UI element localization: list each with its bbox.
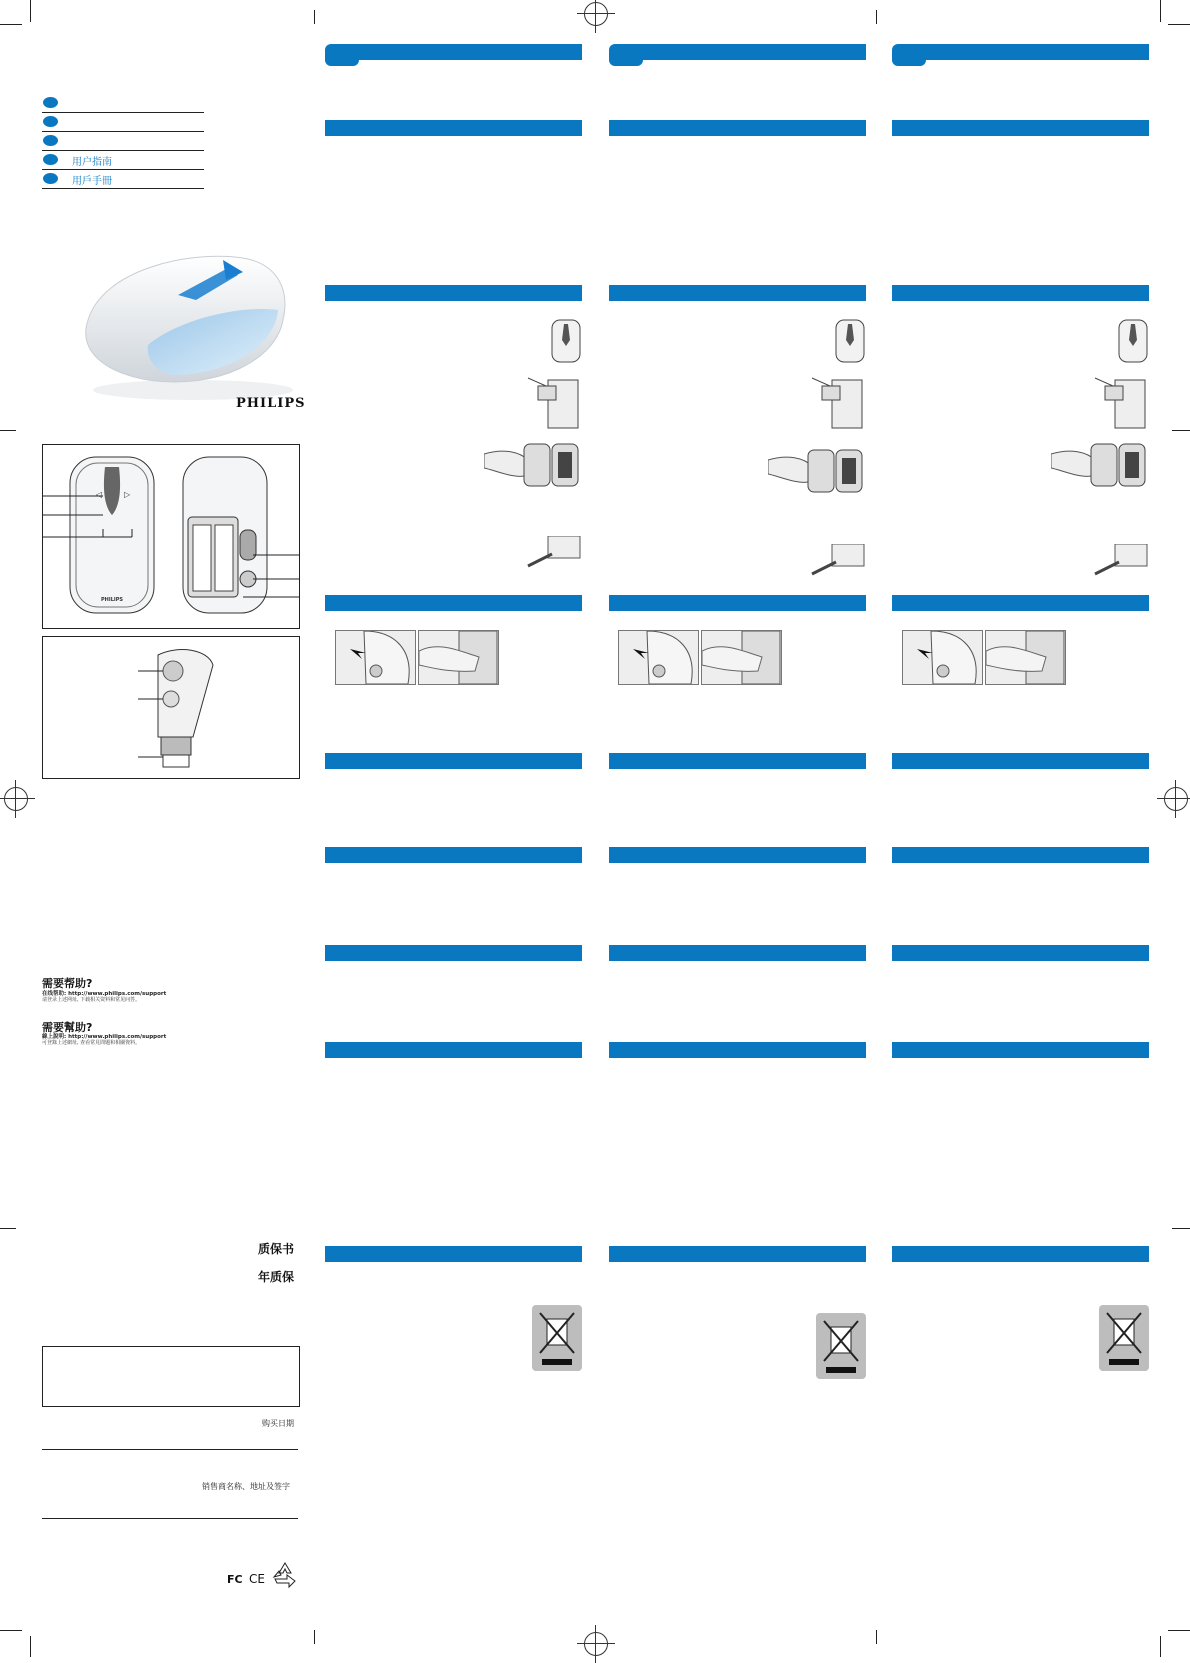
mouse-parts-diagram xyxy=(42,444,300,629)
registration-mark xyxy=(4,787,28,811)
column-2-battery-step-illustration xyxy=(834,318,866,364)
column-1-battery-step-illustration xyxy=(550,318,582,364)
fold-mark xyxy=(0,430,16,431)
mouse-diagram-brand: PHILIPS xyxy=(101,597,124,603)
help-line1-simplified: 在线帮助: http://www.philips.com/support xyxy=(42,991,167,997)
language-item[interactable] xyxy=(42,131,204,151)
column-3-header-bar xyxy=(921,44,1149,60)
column-2-trash-bin-icon xyxy=(816,1313,866,1379)
fold-mark xyxy=(314,10,315,24)
product-mouse-image xyxy=(78,250,298,405)
purchase-date-label: 购买日期 xyxy=(262,1419,294,1428)
registration-mark xyxy=(584,2,608,26)
column-1-section-bar xyxy=(325,753,582,769)
column-3-section-bar xyxy=(892,945,1149,961)
help-line1-traditional: 線上說明: http://www.philips.com/support xyxy=(42,1034,167,1040)
column-2-insert-battery-illustration xyxy=(768,446,866,498)
connect-button-icon xyxy=(163,691,179,707)
column-1-computer-step-illustration xyxy=(524,374,582,430)
column-2-section-bar xyxy=(609,847,866,863)
column-1-section-bar xyxy=(325,595,582,611)
column-2-connect-step-image-2 xyxy=(701,630,782,685)
column-3-battery-step-illustration xyxy=(1117,318,1149,364)
crop-mark xyxy=(1168,24,1190,25)
language-item[interactable] xyxy=(42,93,204,113)
dealer-label: 销售商名称、地址及签字 xyxy=(202,1482,290,1491)
crop-mark xyxy=(0,24,22,25)
arrow-icon xyxy=(917,649,933,659)
column-2-section-bar xyxy=(609,1246,866,1262)
purchase-date-line xyxy=(42,1449,298,1450)
column-2-section-bar xyxy=(609,1042,866,1058)
column-3-section-bar xyxy=(892,753,1149,769)
column-1-section-bar xyxy=(325,1042,582,1058)
receiver-diagram xyxy=(42,636,300,779)
column-3-usb-step-illustration xyxy=(1091,544,1149,580)
registration-mark xyxy=(584,1632,608,1656)
help-title-simplified: 需要帮助? xyxy=(42,977,93,990)
registration-mark xyxy=(1164,787,1188,811)
fold-mark xyxy=(314,1630,315,1644)
language-item[interactable] xyxy=(42,150,204,170)
column-2-header-bar xyxy=(638,44,866,60)
svg-text:◁: ◁ xyxy=(96,490,103,499)
column-3-insert-battery-illustration xyxy=(1051,440,1149,492)
recycle-icon xyxy=(271,1561,299,1589)
column-1-section-bar xyxy=(325,847,582,863)
fold-mark xyxy=(1172,1228,1190,1229)
language-dot-icon xyxy=(43,116,58,127)
column-2-computer-step-illustration xyxy=(808,374,866,430)
column-3-trash-bin-icon xyxy=(1099,1305,1149,1371)
column-1-section-bar xyxy=(325,945,582,961)
crop-mark xyxy=(0,1630,22,1631)
mouse-diagram-drawing xyxy=(43,445,299,628)
column-2-section-bar xyxy=(609,285,866,301)
warranty-years-title: 年质保 xyxy=(258,1270,295,1284)
language-dot-icon xyxy=(43,135,58,146)
language-item[interactable] xyxy=(42,169,204,189)
column-1-connect-step-image-1 xyxy=(335,630,416,685)
column-1-connect-step-image-2 xyxy=(418,630,499,685)
signal-icon xyxy=(163,661,183,681)
column-2-connect-step-image-1 xyxy=(618,630,699,685)
column-3-connect-step-image-1 xyxy=(902,630,983,685)
warranty-title: 质保书 xyxy=(258,1242,295,1256)
arrow-icon xyxy=(350,649,366,659)
column-3-section-bar xyxy=(892,120,1149,136)
column-1-insert-battery-illustration xyxy=(484,440,582,492)
ce-mark: CE xyxy=(249,1572,265,1586)
column-3-section-bar xyxy=(892,1246,1149,1262)
crop-mark xyxy=(1168,1630,1190,1631)
language-dot-icon xyxy=(43,154,58,165)
fold-mark xyxy=(0,1228,16,1229)
column-3-section-bar xyxy=(892,285,1149,301)
column-2-section-bar xyxy=(609,753,866,769)
column-3-section-bar xyxy=(892,1042,1149,1058)
language-dot-icon xyxy=(43,97,58,108)
column-2-section-bar xyxy=(609,120,866,136)
column-3-section-bar xyxy=(892,847,1149,863)
crop-mark xyxy=(30,1636,31,1657)
language-item[interactable] xyxy=(42,112,204,132)
help-line2-traditional: 可登錄上述網址, 查看常見問題和相關資料。 xyxy=(42,1040,141,1046)
column-3-section-bar xyxy=(892,595,1149,611)
language-label: 用户指南 xyxy=(72,157,112,168)
brand-logo: PHILIPS xyxy=(236,396,306,411)
crop-mark xyxy=(1160,0,1161,22)
column-1-section-bar xyxy=(325,285,582,301)
column-3-computer-step-illustration xyxy=(1091,374,1149,430)
warranty-stamp-box xyxy=(42,1346,300,1407)
column-1-section-bar xyxy=(325,120,582,136)
crop-mark xyxy=(30,0,31,22)
column-2-section-bar xyxy=(609,945,866,961)
dealer-line xyxy=(42,1518,298,1519)
fold-mark xyxy=(876,1630,877,1644)
language-dot-icon xyxy=(43,173,58,184)
column-1-trash-bin-icon xyxy=(532,1305,582,1371)
column-3-connect-step-image-2 xyxy=(985,630,1066,685)
fold-mark xyxy=(876,10,877,24)
arrow-icon xyxy=(633,649,649,659)
svg-text:▷: ▷ xyxy=(124,490,131,499)
column-2-usb-step-illustration xyxy=(808,544,866,580)
crop-mark xyxy=(1160,1636,1161,1657)
column-1-header-bar xyxy=(354,44,582,60)
language-label: 用戶手冊 xyxy=(72,176,112,187)
fcc-mark: FC xyxy=(227,1573,243,1586)
help-line2-simplified: 请登录上述网址, 下载相关资料和常见问答。 xyxy=(42,997,141,1003)
column-2-section-bar xyxy=(609,595,866,611)
receiver-drawing xyxy=(43,637,299,778)
column-1-usb-step-illustration xyxy=(524,536,582,572)
fold-mark xyxy=(1172,430,1190,431)
column-1-section-bar xyxy=(325,1246,582,1262)
help-title-traditional: 需要幫助? xyxy=(42,1021,93,1034)
